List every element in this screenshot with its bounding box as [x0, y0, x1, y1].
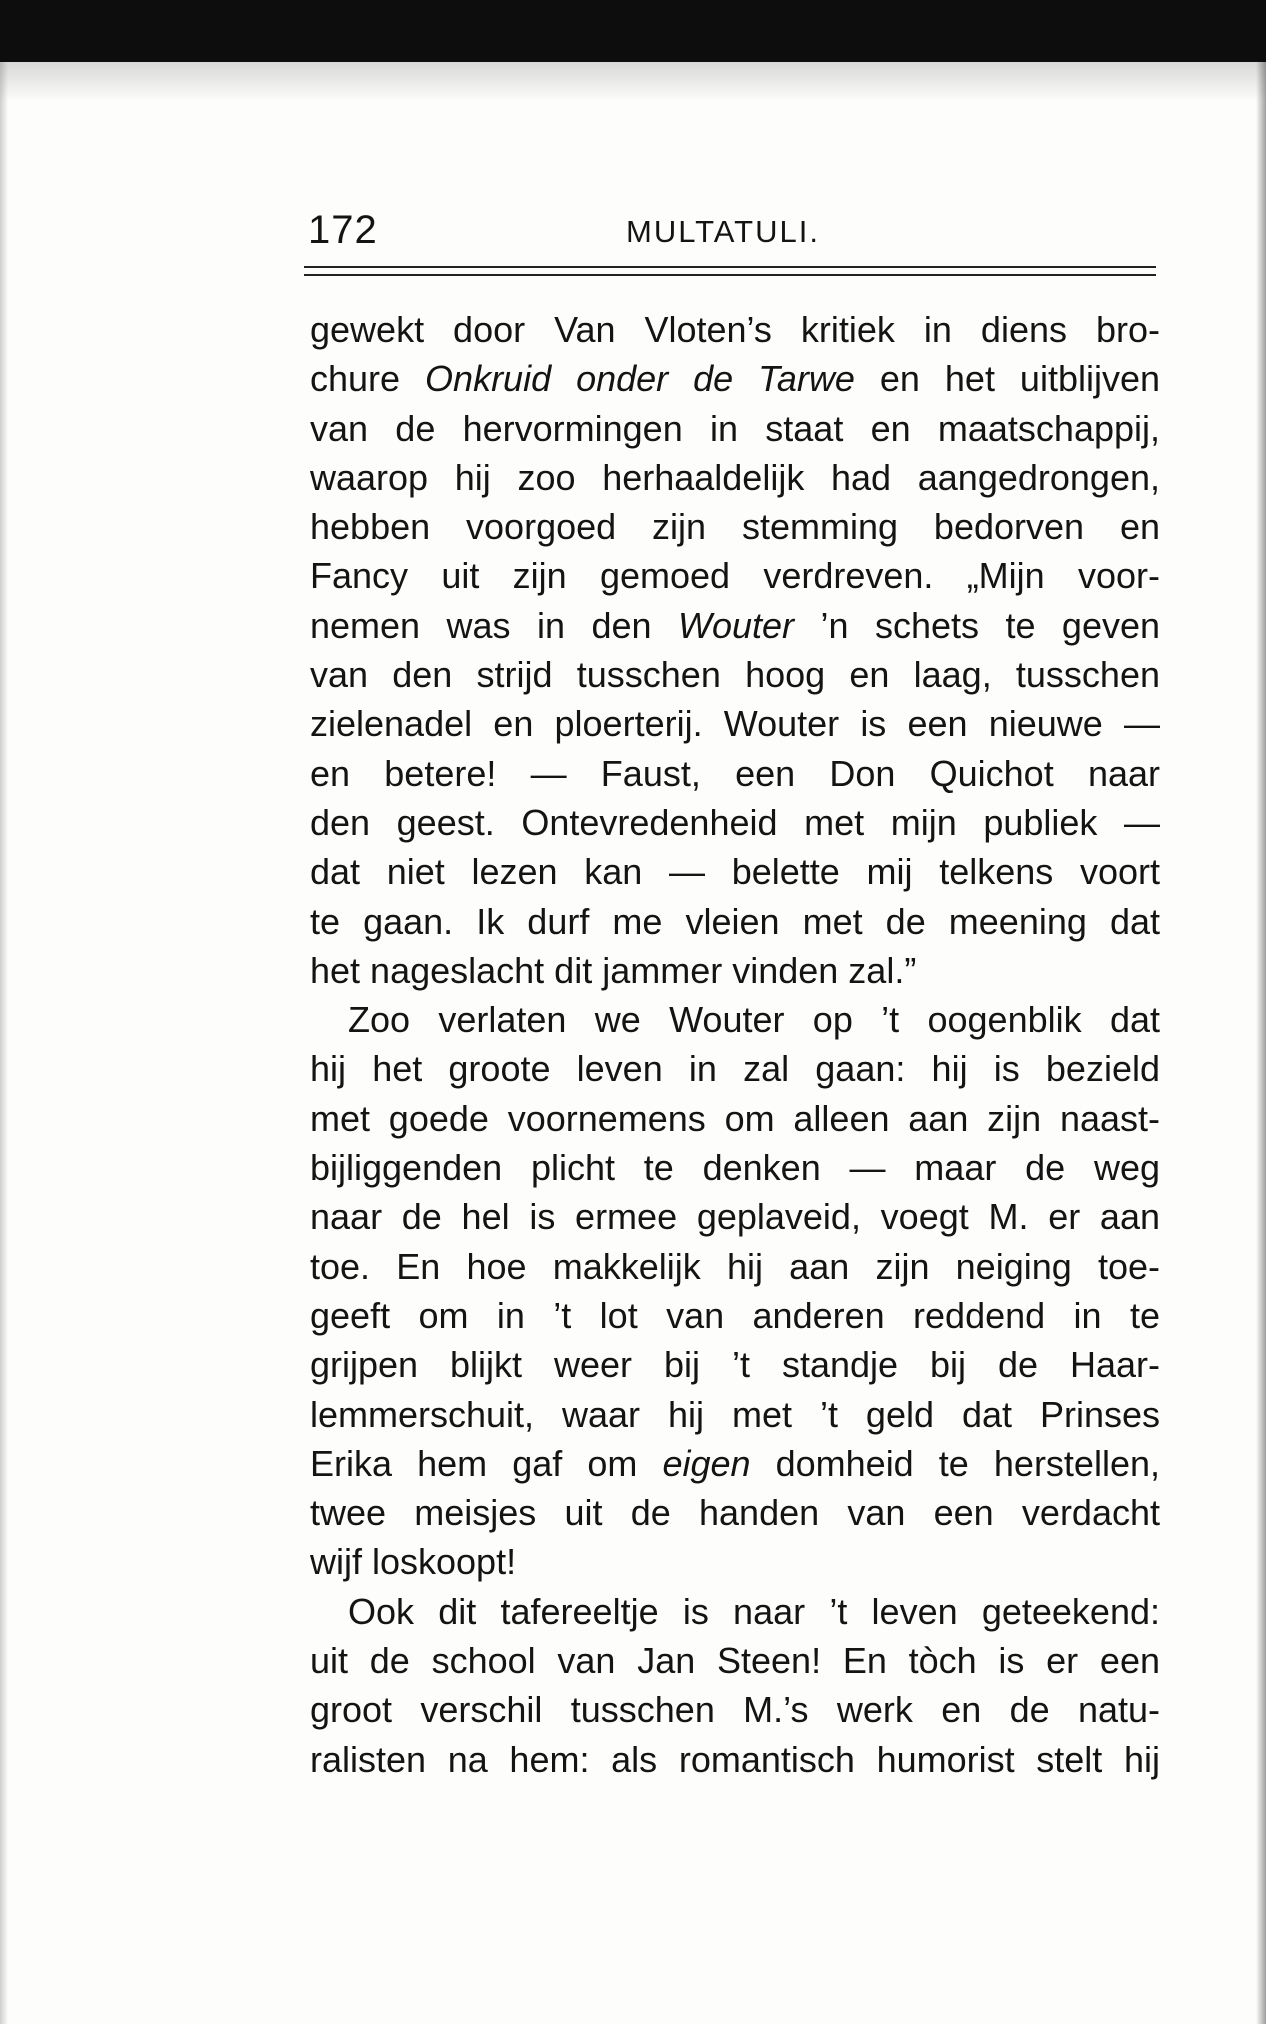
text-line: ralisten na hem: als romantisch humorist stelt hij: [310, 1738, 1160, 1780]
header-rule: [304, 266, 1156, 268]
text-line: naar de hel is ermee geplaveid, voegt M. er aan: [310, 1196, 1160, 1238]
scan-top-border: [0, 0, 1266, 62]
scan-left-edge: [0, 62, 8, 2024]
page-header: [308, 200, 1153, 260]
text-run: ’n schets te geven: [794, 604, 1161, 646]
text-line: toe. En hoe makkelijk hij aan zijn neiging toe-: [310, 1245, 1160, 1287]
text-line: te gaan. Ik durf me vleien met de meening dat: [310, 900, 1160, 942]
italic-run: Onkruid onder de Tarwe: [425, 358, 855, 400]
text-line: uit de school van Jan Steen! En tòch is er een: [310, 1640, 1160, 1682]
running-head: MULTATULI.: [626, 214, 820, 249]
text-line: [310, 1439, 1160, 1488]
text-line: dat niet lezen kan — belette mij telkens voort: [310, 851, 1160, 893]
page-number: 172: [308, 208, 378, 252]
text-run: nemen was in den: [310, 604, 678, 646]
body-text: [310, 305, 1160, 1784]
text-line: groot verschil tusschen M.’s werk en de natu-: [310, 1689, 1160, 1731]
text-line: wijf loskoopt!: [310, 1541, 517, 1583]
scan-right-edge: [1256, 62, 1266, 2024]
text-line: het nageslacht dit jammer vinden zal.”: [310, 949, 917, 991]
text-line: bijliggenden plicht te denken — maar de weg: [310, 1147, 1160, 1189]
text-run: en het uitblijven: [854, 358, 1161, 400]
text-line: met goede voornemens om alleen aan zijn naast-: [310, 1097, 1160, 1139]
text-line: van de hervormingen in staat en maatschappij,: [310, 407, 1160, 449]
text-run: domheid te herstellen,: [750, 1442, 1160, 1484]
text-line: zielenadel en ploerterij. Wouter is een nieuwe —: [310, 703, 1160, 745]
text-line: van den strijd tusschen hoog en laag, tusschen: [310, 654, 1160, 696]
text-line: Ook dit tafereeltje is naar ’t leven geteekend:: [348, 1590, 1160, 1632]
text-line: hebben voorgoed zijn stemming bedorven en: [310, 506, 1160, 548]
italic-run: eigen: [662, 1442, 751, 1484]
text-line: grijpen blijkt weer bij ’t standje bij de Haar-: [310, 1344, 1160, 1386]
text-line: [310, 354, 1160, 403]
text-line: en betere! — Faust, een Don Quichot naar: [310, 752, 1160, 794]
text-line: Fancy uit zijn gemoed verdreven. „Mijn voor-: [310, 555, 1160, 597]
text-line: den geest. Ontevredenheid met mijn publiek —: [310, 801, 1160, 843]
header-rule-second: [304, 274, 1156, 276]
scan-shadow: [0, 62, 1266, 102]
text-line: Zoo verlaten we Wouter op ’t oogenblik dat: [348, 999, 1160, 1041]
text-line: lemmerschuit, waar hij met ’t geld dat Prinses: [310, 1393, 1160, 1435]
text-line: geeft om in ’t lot van anderen reddend in te: [310, 1294, 1160, 1336]
text-line: waarop hij zoo herhaaldelijk had aangedrongen,: [310, 456, 1160, 498]
text-run: Erika hem gaf om: [310, 1442, 663, 1484]
text-run: chure: [310, 358, 426, 400]
italic-run: Wouter: [677, 604, 795, 646]
text-line: twee meisjes uit de handen van een verdacht: [310, 1492, 1160, 1534]
text-line: [310, 601, 1160, 650]
text-line: hij het groote leven in zal gaan: hij is bezield: [310, 1048, 1160, 1090]
text-line: gewekt door Van Vloten’s kritiek in diens bro-: [310, 309, 1160, 350]
